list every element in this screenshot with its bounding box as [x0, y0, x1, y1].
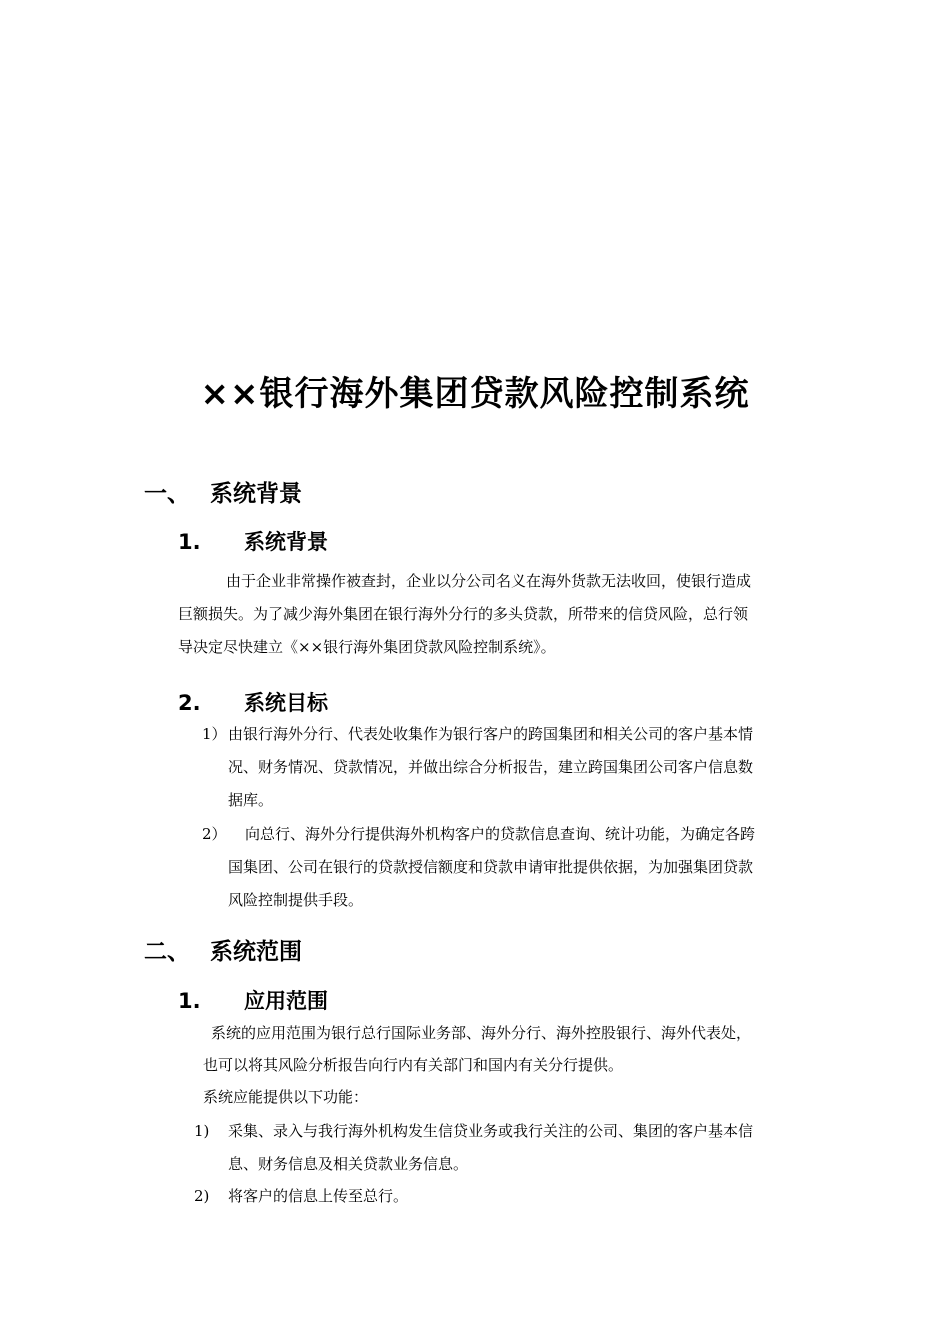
- section-title: 系统背景: [210, 481, 302, 507]
- subsection-number: 1.: [178, 989, 201, 1013]
- section-heading-scope: [144, 933, 302, 966]
- list-item-line: 采集、录入与我行海外机构发生信贷业务或我行关注的公司、集团的客户基本信: [228, 1122, 754, 1140]
- paragraph-line: 也可以将其风险分析报告向行内有关部门和国内有关分行提供。: [203, 1056, 624, 1074]
- list-item-line: 风险控制提供手段。: [228, 891, 364, 909]
- subsection-heading-goals: [178, 687, 328, 717]
- goal-item-2: [202, 818, 756, 917]
- list-item-line: 况、财务情况、贷款情况，并做出综合分析报告，建立跨国集团公司客户信息数: [228, 758, 754, 776]
- paragraph-line: 由于企业非常操作被查封，企业以分公司名义在海外货款无法收回，使银行造成: [226, 572, 752, 590]
- list-item-line: 国集团、公司在银行的贷款授信额度和贷款申请审批提供依据，为加强集团贷款: [228, 858, 754, 876]
- list-marker: 1): [194, 1122, 210, 1140]
- list-item-line: 由银行海外分行、代表处收集作为银行客户的跨国集团和相关公司的客户基本情: [228, 725, 754, 743]
- subsection-title: 系统目标: [244, 691, 328, 715]
- list-marker: 2）: [202, 825, 227, 843]
- function-item-2: [194, 1180, 409, 1213]
- section-title: 系统范围: [210, 939, 302, 965]
- paragraph-line: 系统的应用范围为银行总行国际业务部、海外分行、海外控股银行、海外代表处，: [211, 1024, 752, 1042]
- subsection-number: 2.: [178, 691, 201, 715]
- subsection-number: 1.: [178, 530, 201, 554]
- list-item-line: 向总行、海外分行提供海外机构客户的贷款信息查询、统计功能，为确定各跨: [245, 825, 756, 843]
- list-marker: 1）: [202, 725, 227, 743]
- list-item-line: 将客户的信息上传至总行。: [228, 1187, 409, 1205]
- paragraph-line: 系统应能提供以下功能：: [203, 1088, 369, 1106]
- section-heading-background: [144, 475, 302, 508]
- section-number: 一、: [144, 481, 190, 507]
- subsection-heading-background: [178, 526, 328, 556]
- subsection-heading-application-scope: [178, 985, 328, 1015]
- list-item-line: 据库。: [228, 791, 274, 809]
- subsection-title: 系统背景: [244, 530, 328, 554]
- background-paragraph: [178, 565, 751, 664]
- list-item-line: 息、财务信息及相关贷款业务信息。: [228, 1155, 469, 1173]
- scope-paragraph: [203, 1017, 751, 1113]
- function-item-1: [194, 1115, 754, 1181]
- paragraph-line: 巨额损失。为了减少海外集团在银行海外分行的多头贷款，所带来的信贷风险，总行领: [178, 605, 749, 623]
- section-number: 二、: [144, 939, 190, 965]
- document-title: ××银行海外集团贷款风险控制系统: [200, 374, 750, 414]
- list-marker: 2): [194, 1187, 210, 1205]
- subsection-title: 应用范围: [244, 989, 328, 1013]
- goal-item-1: [202, 718, 754, 817]
- paragraph-line: 导决定尽快建立《××银行海外集团贷款风险控制系统》。: [178, 638, 556, 656]
